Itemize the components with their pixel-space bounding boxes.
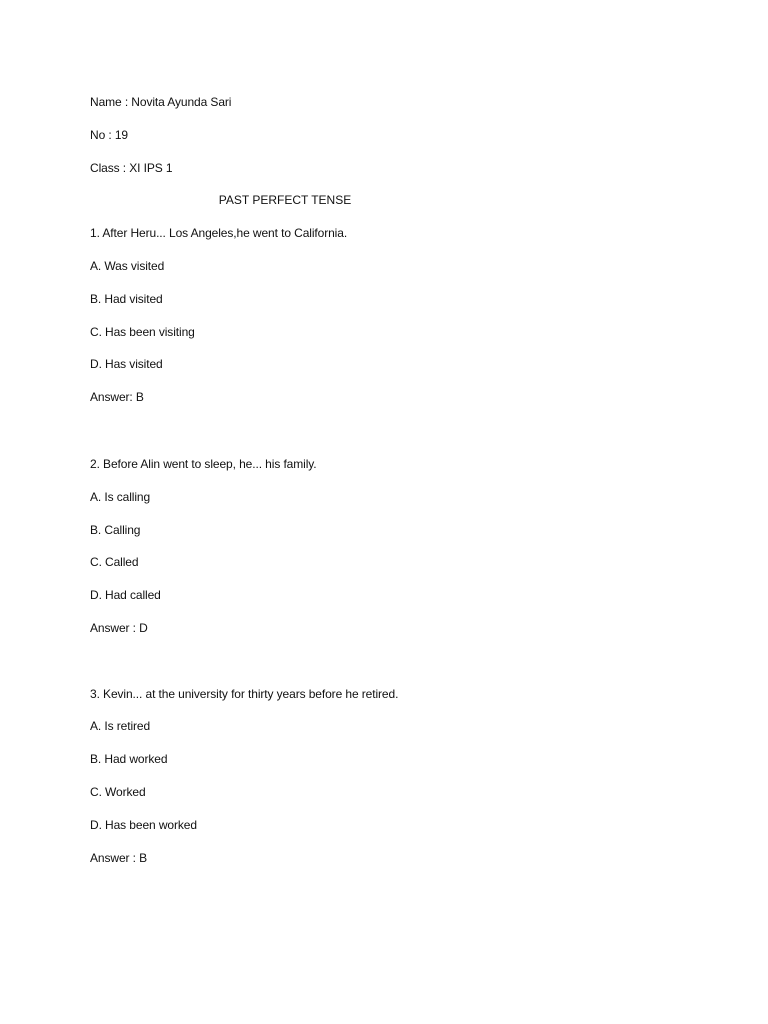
question-1-option-c: C. Has been visiting — [90, 325, 195, 339]
question-1-option-a: A. Was visited — [90, 259, 165, 273]
question-1-answer: Answer: B — [90, 390, 144, 404]
question-3-answer: Answer : B — [90, 851, 148, 865]
question-3-option-c: C. Worked — [90, 785, 146, 799]
question-1-option-b: B. Had visited — [90, 292, 163, 306]
question-3-option-a: A. Is retired — [90, 719, 151, 733]
question-2-option-a: A. Is calling — [90, 490, 151, 504]
question-3: 3. Kevin... at the university for thirty years before he retired. — [90, 687, 399, 701]
question-3-option-b: B. Had worked — [90, 752, 168, 766]
question-2-option-d: D. Had called — [90, 588, 161, 602]
question-1: 1. After Heru... Los Angeles,he went to California. — [90, 226, 348, 240]
question-3-option-d: D. Has been worked — [90, 818, 197, 832]
question-2: 2. Before Alin went to sleep, he... his family. — [90, 457, 317, 471]
question-2-option-b: B. Calling — [90, 523, 141, 537]
student-name: Name : Novita Ayunda Sari — [90, 95, 232, 109]
document-title: PAST PERFECT TENSE — [218, 193, 352, 207]
student-class: Class : XI IPS 1 — [90, 161, 173, 175]
student-number: No : 19 — [90, 128, 128, 142]
question-2-option-c: C. Called — [90, 555, 139, 569]
question-1-option-d: D. Has visited — [90, 357, 163, 371]
question-2-answer: Answer : D — [90, 621, 148, 635]
